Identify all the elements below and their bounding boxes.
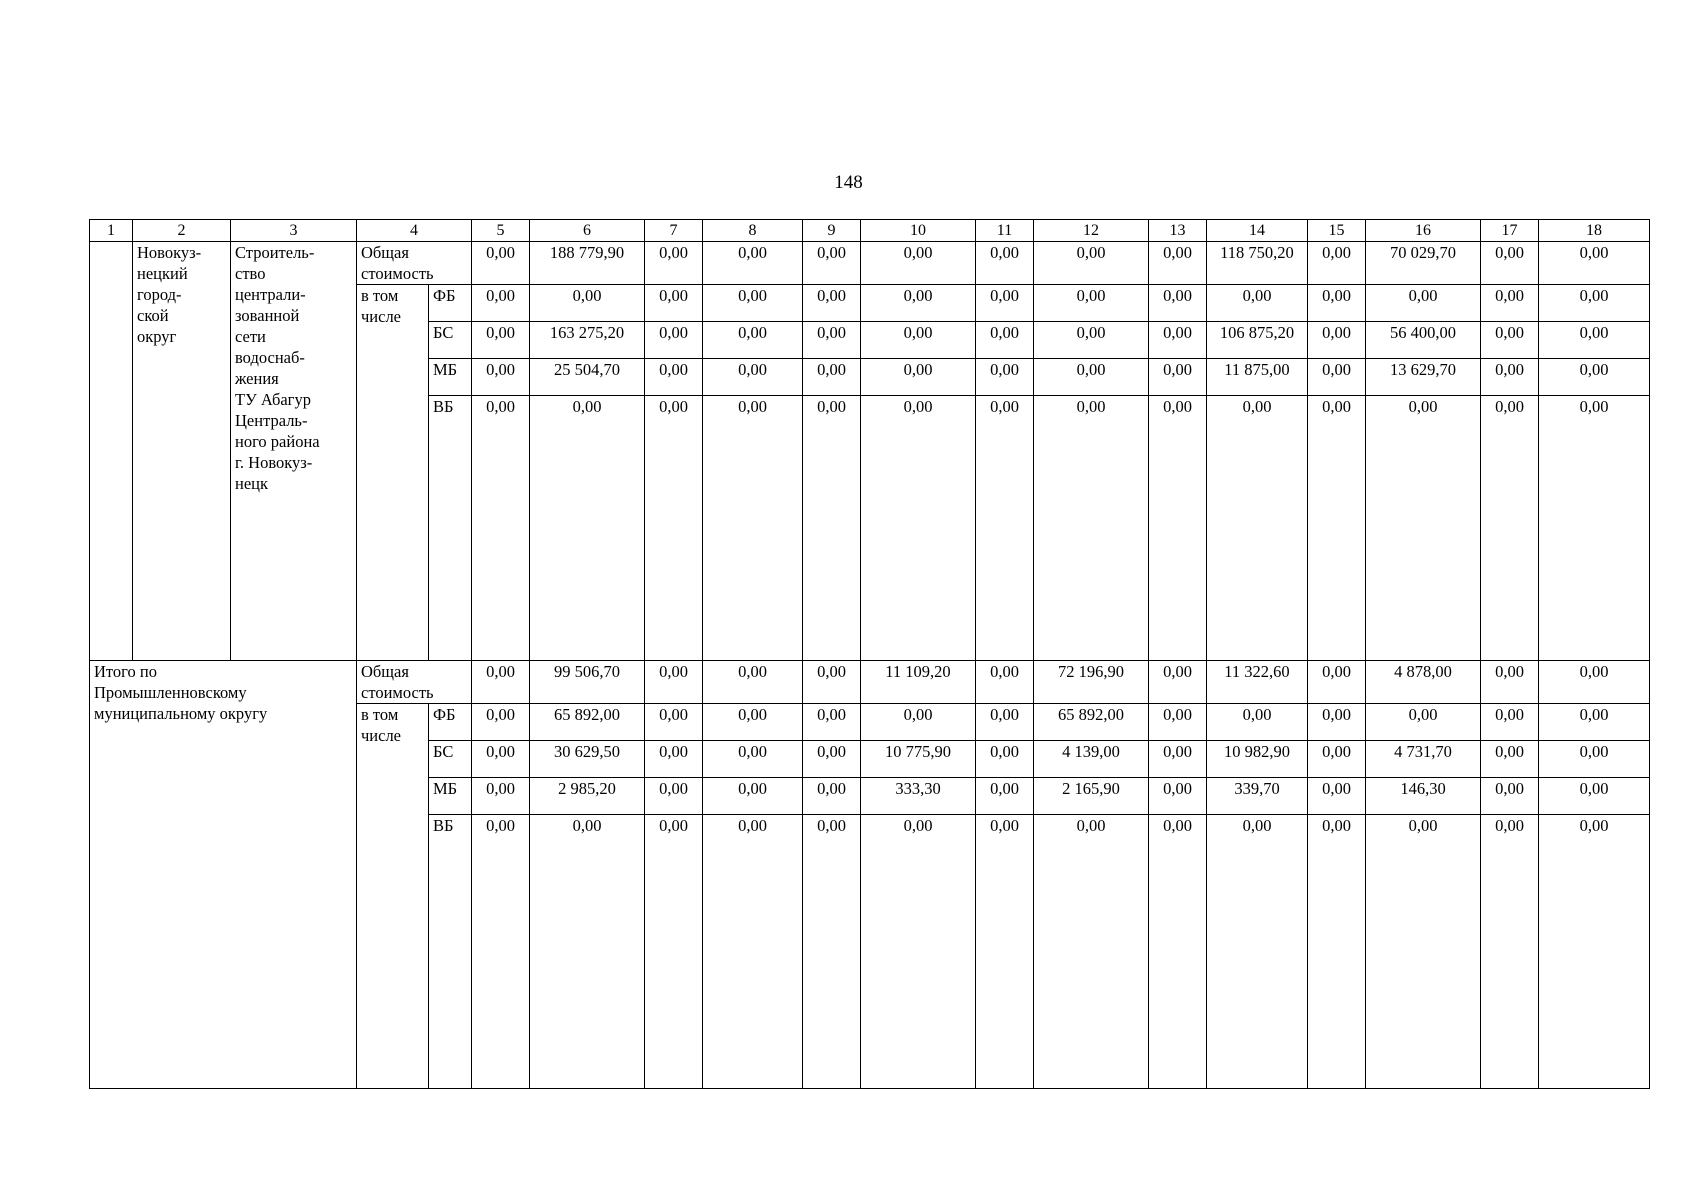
value-cell: 0,00	[645, 322, 703, 359]
value-cell: 0,00	[1539, 285, 1650, 322]
value-cell: 72 196,90	[1034, 661, 1149, 704]
source-cell: БС	[429, 741, 472, 778]
value-cell: 118 750,20	[1207, 242, 1308, 285]
value-cell: 0,00	[645, 704, 703, 741]
value-cell: 0,00	[1308, 396, 1366, 661]
value-cell: 0,00	[472, 322, 530, 359]
value-cell: 0,00	[1034, 322, 1149, 359]
header-cell: 16	[1366, 220, 1481, 242]
value-cell: 0,00	[1481, 815, 1539, 1089]
header-cell: 4	[357, 220, 472, 242]
value-cell: 0,00	[1149, 778, 1207, 815]
value-cell: 0,00	[645, 285, 703, 322]
value-cell: 0,00	[803, 661, 861, 704]
value-cell: 0,00	[472, 815, 530, 1089]
source-cell: ФБ	[429, 704, 472, 741]
value-cell: 0,00	[645, 815, 703, 1089]
value-cell: 0,00	[1308, 322, 1366, 359]
value-cell: 0,00	[1149, 242, 1207, 285]
header-cell: 15	[1308, 220, 1366, 242]
value-cell: 0,00	[703, 704, 803, 741]
value-cell: 0,00	[861, 815, 976, 1089]
value-cell: 0,00	[1149, 741, 1207, 778]
value-cell: 30 629,50	[530, 741, 645, 778]
value-cell: 0,00	[472, 396, 530, 661]
value-cell: 0,00	[703, 815, 803, 1089]
value-cell: 0,00	[976, 396, 1034, 661]
value-cell: 0,00	[1481, 285, 1539, 322]
value-cell: 0,00	[976, 741, 1034, 778]
value-cell: 0,00	[1539, 322, 1650, 359]
value-cell: 0,00	[976, 242, 1034, 285]
value-cell: 0,00	[1481, 741, 1539, 778]
total-cost-label: Общая стоимость	[357, 661, 472, 704]
value-cell: 0,00	[703, 661, 803, 704]
table-row	[90, 242, 1650, 285]
value-cell: 0,00	[703, 285, 803, 322]
value-cell: 0,00	[645, 242, 703, 285]
value-cell: 0,00	[1481, 396, 1539, 661]
value-cell: 0,00	[1481, 359, 1539, 396]
value-cell: 0,00	[1308, 285, 1366, 322]
header-cell: 14	[1207, 220, 1308, 242]
header-cell: 3	[231, 220, 357, 242]
value-cell: 0,00	[1149, 359, 1207, 396]
value-cell: 0,00	[1308, 778, 1366, 815]
budget-table	[89, 219, 1650, 1089]
value-cell: 0,00	[803, 704, 861, 741]
value-cell: 0,00	[472, 778, 530, 815]
source-cell: ФБ	[429, 285, 472, 322]
value-cell: 0,00	[1207, 285, 1308, 322]
value-cell: 4 731,70	[1366, 741, 1481, 778]
header-cell: 12	[1034, 220, 1149, 242]
value-cell: 0,00	[1207, 396, 1308, 661]
header-cell: 11	[976, 220, 1034, 242]
value-cell: 0,00	[861, 359, 976, 396]
value-cell: 0,00	[1308, 704, 1366, 741]
value-cell: 0,00	[645, 778, 703, 815]
value-cell: 0,00	[472, 242, 530, 285]
value-cell: 70 029,70	[1366, 242, 1481, 285]
value-cell: 0,00	[703, 359, 803, 396]
value-cell: 10 775,90	[861, 741, 976, 778]
value-cell: 0,00	[861, 322, 976, 359]
value-cell: 0,00	[1539, 704, 1650, 741]
value-cell: 0,00	[1366, 815, 1481, 1089]
value-cell: 0,00	[472, 741, 530, 778]
value-cell: 0,00	[1149, 322, 1207, 359]
value-cell: 0,00	[803, 396, 861, 661]
source-cell: БС	[429, 322, 472, 359]
value-cell: 25 504,70	[530, 359, 645, 396]
value-cell: 0,00	[1207, 704, 1308, 741]
value-cell: 0,00	[703, 322, 803, 359]
value-cell: 163 275,20	[530, 322, 645, 359]
header-cell: 6	[530, 220, 645, 242]
value-cell: 0,00	[645, 661, 703, 704]
value-cell: 0,00	[1149, 815, 1207, 1089]
value-cell: 0,00	[703, 396, 803, 661]
header-row	[90, 220, 1650, 242]
value-cell: 0,00	[803, 322, 861, 359]
value-cell: 0,00	[1308, 359, 1366, 396]
value-cell: 0,00	[703, 778, 803, 815]
value-cell: 10 982,90	[1207, 741, 1308, 778]
table-row	[90, 661, 1650, 704]
value-cell: 0,00	[1149, 285, 1207, 322]
value-cell: 0,00	[1481, 778, 1539, 815]
value-cell: 0,00	[1539, 359, 1650, 396]
value-cell: 0,00	[861, 242, 976, 285]
value-cell: 0,00	[1034, 285, 1149, 322]
value-cell: 0,00	[1034, 815, 1149, 1089]
value-cell: 0,00	[1034, 242, 1149, 285]
value-cell: 0,00	[803, 741, 861, 778]
value-cell: 0,00	[1207, 815, 1308, 1089]
value-cell: 0,00	[1366, 396, 1481, 661]
value-cell: 0,00	[1366, 285, 1481, 322]
value-cell: 0,00	[1539, 778, 1650, 815]
value-cell: 11 109,20	[861, 661, 976, 704]
value-cell: 0,00	[861, 396, 976, 661]
value-cell: 0,00	[1481, 242, 1539, 285]
value-cell: 0,00	[803, 359, 861, 396]
value-cell: 0,00	[645, 741, 703, 778]
value-cell: 0,00	[472, 285, 530, 322]
value-cell: 0,00	[861, 285, 976, 322]
value-cell: 0,00	[976, 359, 1034, 396]
value-cell: 0,00	[1366, 704, 1481, 741]
value-cell: 4 139,00	[1034, 741, 1149, 778]
value-cell: 0,00	[1149, 396, 1207, 661]
value-cell: 99 506,70	[530, 661, 645, 704]
value-cell: 2 165,90	[1034, 778, 1149, 815]
value-cell: 0,00	[1034, 396, 1149, 661]
header-cell: 9	[803, 220, 861, 242]
header-cell: 1	[90, 220, 133, 242]
value-cell: 0,00	[1481, 661, 1539, 704]
header-cell: 2	[133, 220, 231, 242]
value-cell: 13 629,70	[1366, 359, 1481, 396]
header-cell: 10	[861, 220, 976, 242]
value-cell: 0,00	[530, 285, 645, 322]
value-cell: 188 779,90	[530, 242, 645, 285]
value-cell: 11 322,60	[1207, 661, 1308, 704]
value-cell: 0,00	[645, 359, 703, 396]
value-cell: 0,00	[1149, 661, 1207, 704]
page-number: 148	[834, 172, 863, 193]
municipality-cell: Новокуз- нецкий город- ской округ	[133, 242, 231, 661]
header-cell: 5	[472, 220, 530, 242]
value-cell: 0,00	[803, 285, 861, 322]
value-cell: 0,00	[1034, 359, 1149, 396]
value-cell: 0,00	[976, 815, 1034, 1089]
object-name-cell: Строитель- ство централи- зованной сети водоснаб- жения ТУ Абагур Централь- ного района г. Новокуз- нецк	[231, 242, 357, 661]
value-cell: 0,00	[976, 704, 1034, 741]
value-cell: 11 875,00	[1207, 359, 1308, 396]
header-cell: 18	[1539, 220, 1650, 242]
value-cell: 2 985,20	[530, 778, 645, 815]
value-cell: 0,00	[703, 741, 803, 778]
value-cell: 0,00	[976, 661, 1034, 704]
value-cell: 0,00	[803, 815, 861, 1089]
value-cell: 56 400,00	[1366, 322, 1481, 359]
source-cell: ВБ	[429, 396, 472, 661]
value-cell: 0,00	[1539, 396, 1650, 661]
value-cell: 0,00	[803, 242, 861, 285]
value-cell: 0,00	[861, 704, 976, 741]
value-cell: 65 892,00	[1034, 704, 1149, 741]
value-cell: 0,00	[1539, 661, 1650, 704]
value-cell: 0,00	[803, 778, 861, 815]
source-cell: МБ	[429, 778, 472, 815]
row-number-cell	[90, 242, 133, 661]
value-cell: 106 875,20	[1207, 322, 1308, 359]
value-cell: 339,70	[1207, 778, 1308, 815]
source-cell: ВБ	[429, 815, 472, 1089]
value-cell: 0,00	[1481, 322, 1539, 359]
value-cell: 0,00	[976, 778, 1034, 815]
value-cell: 0,00	[645, 396, 703, 661]
value-cell: 0,00	[976, 322, 1034, 359]
value-cell: 0,00	[472, 661, 530, 704]
value-cell: 0,00	[1539, 242, 1650, 285]
including-label: в том числе	[357, 285, 429, 661]
value-cell: 4 878,00	[1366, 661, 1481, 704]
value-cell: 0,00	[530, 396, 645, 661]
header-cell: 7	[645, 220, 703, 242]
value-cell: 0,00	[1149, 704, 1207, 741]
value-cell: 0,00	[530, 815, 645, 1089]
value-cell: 333,30	[861, 778, 976, 815]
value-cell: 0,00	[1308, 242, 1366, 285]
value-cell: 0,00	[1308, 741, 1366, 778]
value-cell: 0,00	[1539, 815, 1650, 1089]
value-cell: 0,00	[1308, 661, 1366, 704]
value-cell: 0,00	[1481, 704, 1539, 741]
source-cell: МБ	[429, 359, 472, 396]
header-cell: 8	[703, 220, 803, 242]
value-cell: 0,00	[472, 704, 530, 741]
header-cell: 17	[1481, 220, 1539, 242]
value-cell: 146,30	[1366, 778, 1481, 815]
total-title-cell: Итого по Промышленновскому муниципальному округу	[90, 661, 357, 1089]
value-cell: 0,00	[472, 359, 530, 396]
value-cell: 0,00	[1308, 815, 1366, 1089]
value-cell: 0,00	[703, 242, 803, 285]
value-cell: 0,00	[1539, 741, 1650, 778]
value-cell: 0,00	[976, 285, 1034, 322]
value-cell: 65 892,00	[530, 704, 645, 741]
total-cost-label: Общая стоимость	[357, 242, 472, 285]
including-label: в том числе	[357, 704, 429, 1089]
header-cell: 13	[1149, 220, 1207, 242]
